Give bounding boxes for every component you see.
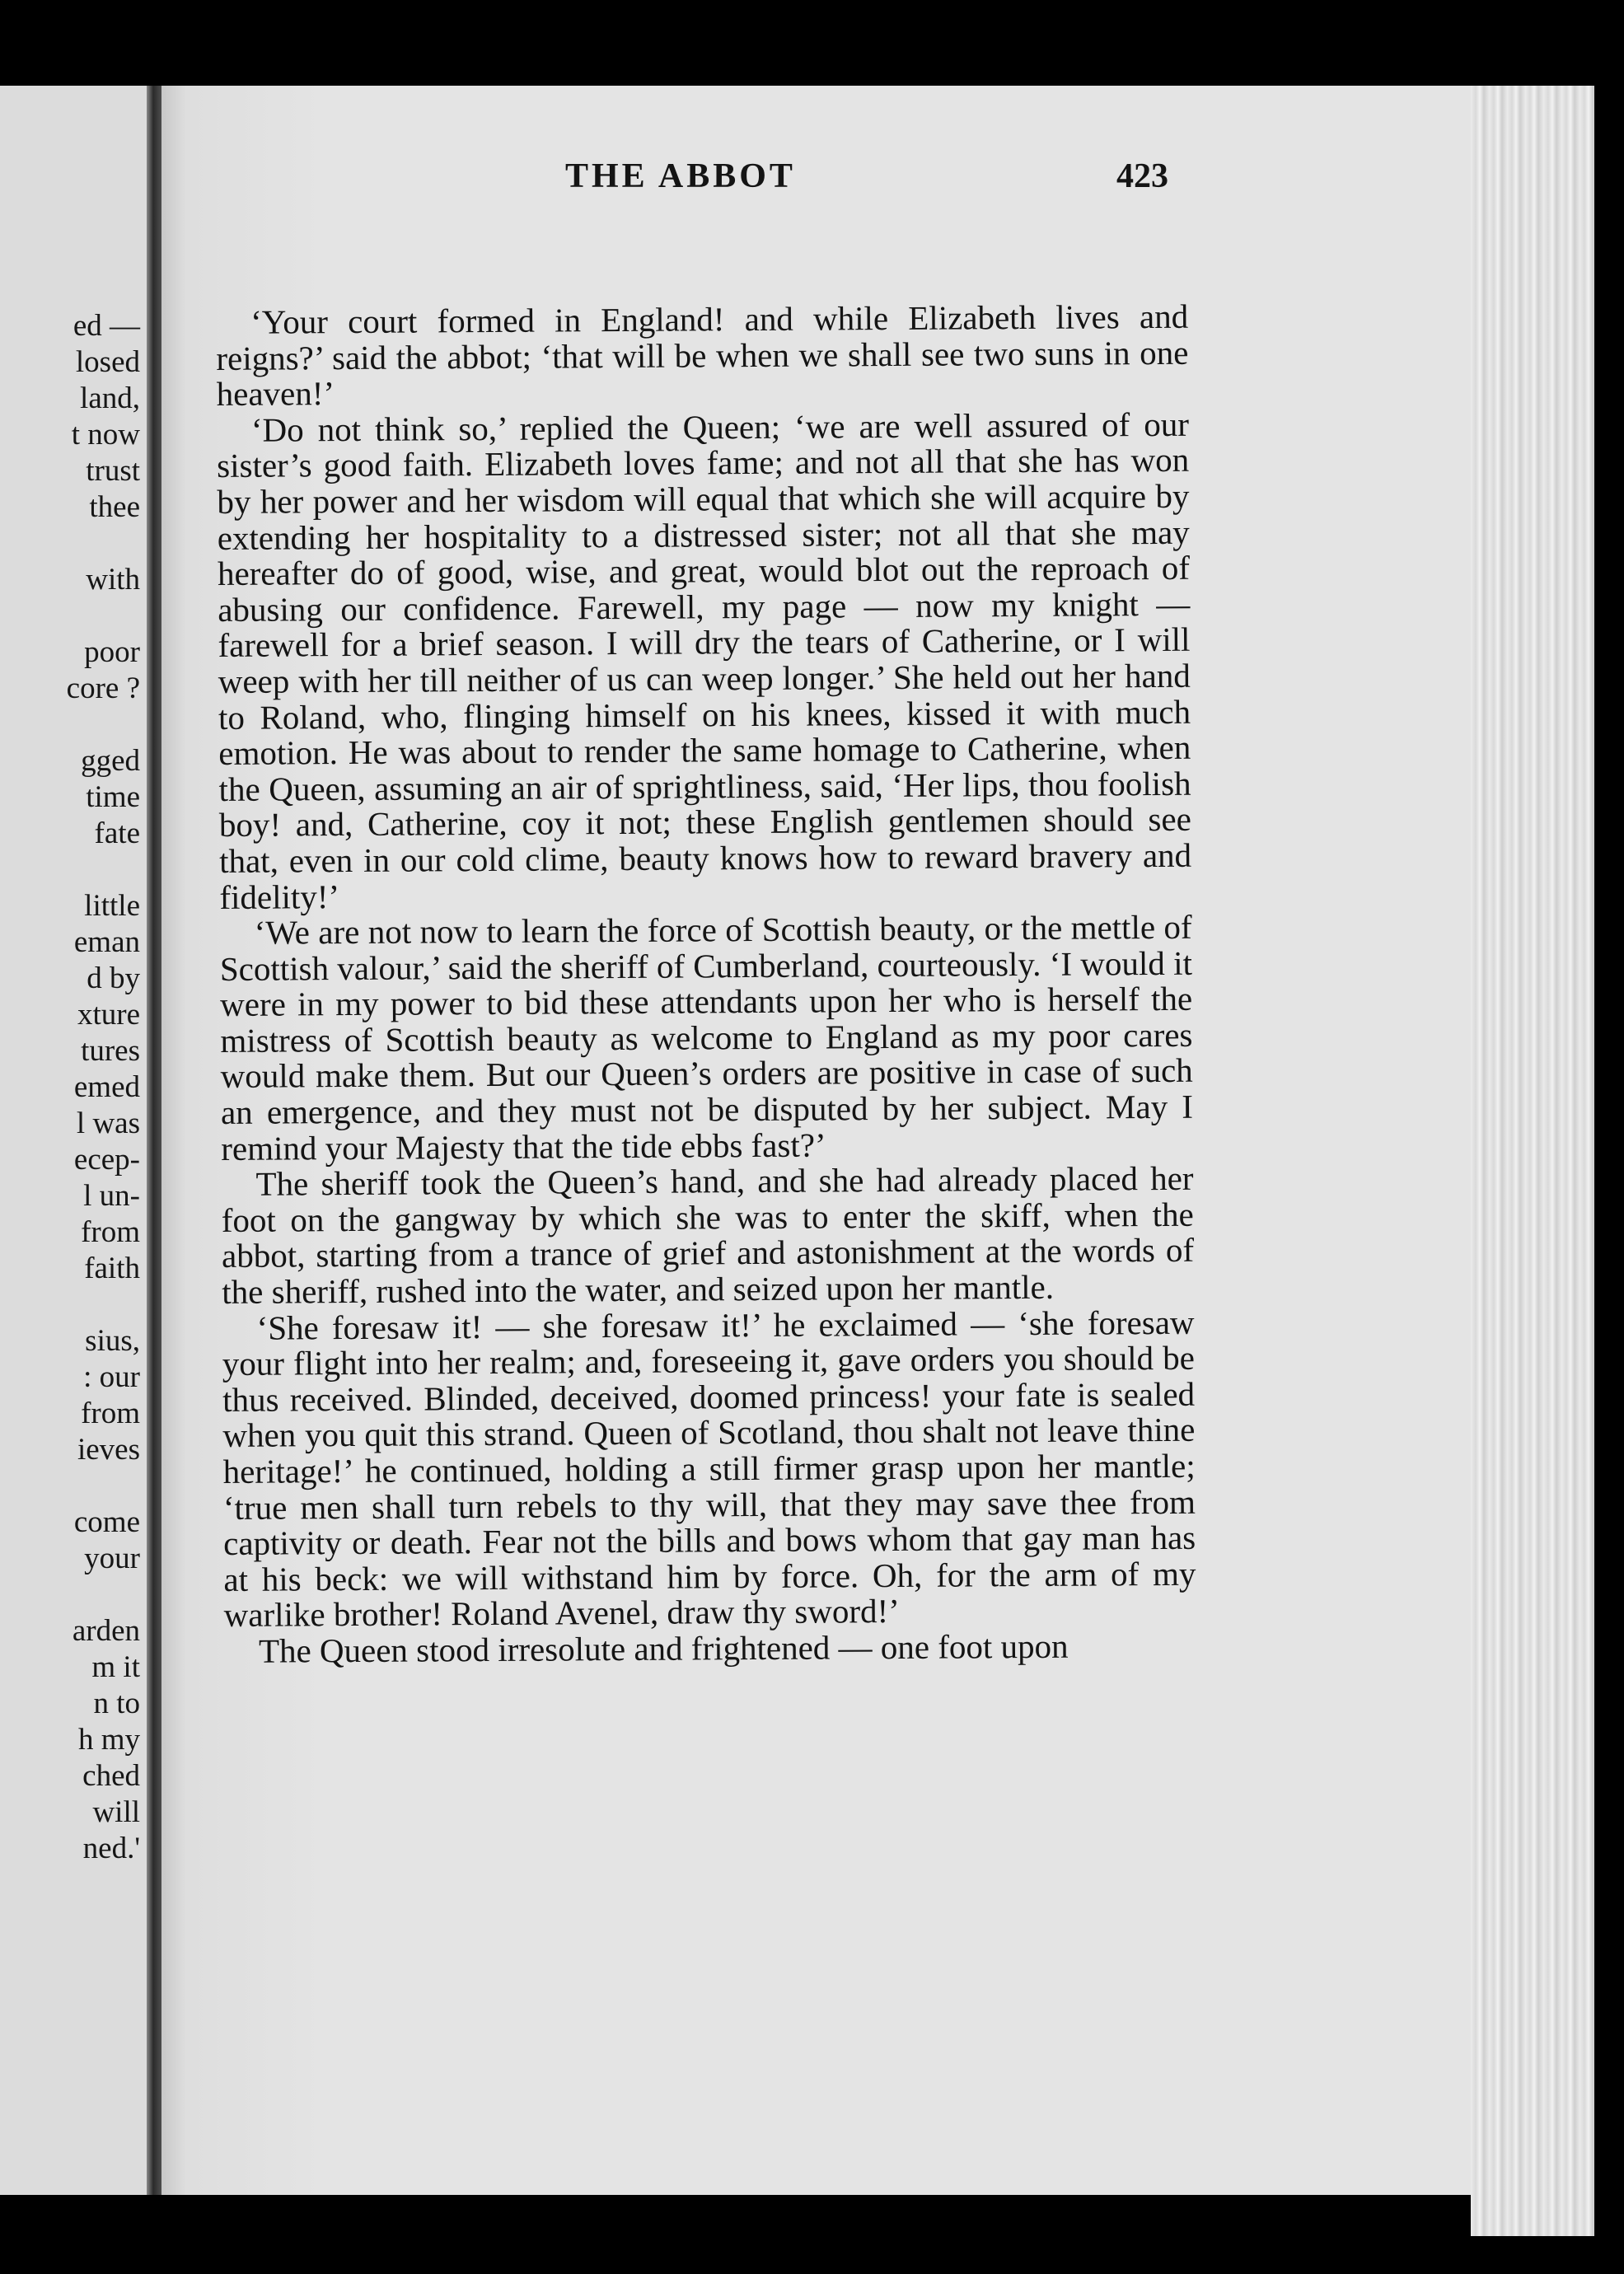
facing-page-line: thee (89, 490, 140, 524)
facing-page-line: arden (72, 1614, 140, 1648)
page-number: 423 (1116, 157, 1168, 195)
facing-page-line: with (86, 563, 140, 597)
paragraph: ‘We are not now to learn the force of Scottish beauty, or the mettle of Scottish valour,’ said the sheriff of Cumberland, courteously. ‘I would it were in my power to bid these attendants upon her who is herself the mistress of Scottish beauty as welcome to England as my poor cares would make them. But our Queen’s orders are positive in case of such an emergence, and they must not be disputed by her subject. May I remind your Majesty that the tide ebbs fast?’ (219, 907, 1194, 1167)
facing-page-line (0, 707, 140, 743)
paragraph: The sheriff took the Queen’s hand, and she had already placed her foot on the gangway by which she was to enter the skiff, when the abbot, starting from a trance of grief and astonishment at the words of the sheriff, rushed into the water, and seized upon her mantle. (221, 1159, 1195, 1312)
facing-page-line: losed (75, 345, 140, 379)
facing-page-line (0, 1287, 140, 1323)
facing-page-line: faith (84, 1252, 140, 1285)
facing-page-line: from (81, 1397, 140, 1430)
facing-page-line: gged (81, 744, 140, 778)
running-title: THE ABBOT (565, 157, 796, 195)
facing-page-line: emed (73, 1070, 140, 1104)
facing-page-text (0, 308, 140, 1867)
paragraph: The Queen stood irresolute and frightened — one foot upon (258, 1626, 1069, 1670)
facing-page-line: time (86, 780, 140, 814)
facing-page-line (0, 526, 140, 562)
facing-page-line: land, (80, 381, 140, 415)
facing-page-line (0, 852, 140, 888)
facing-page-line: trust (86, 454, 140, 488)
facing-page-line: poor (84, 635, 140, 669)
facing-page-line: eman (73, 925, 140, 959)
facing-page-line: d by (87, 962, 140, 995)
facing-page-line: fate (94, 816, 140, 850)
facing-page-line (0, 598, 140, 634)
facing-page-line: m it (91, 1650, 140, 1684)
facing-page-line: l was (76, 1107, 140, 1140)
paragraph: ‘Your court formed in England! and while Elizabeth lives and reigns?’ said the abbot; ‘that will be when we shall see two suns in one heaven!’ (216, 297, 1189, 414)
facing-page-line: : our (83, 1360, 140, 1394)
facing-page-line: ieves (77, 1433, 140, 1467)
facing-page-line: ched (82, 1759, 140, 1793)
book-gutter (147, 86, 163, 2195)
paragraph: ‘Do not think so,’ replied the Queen; ‘we are well assured of our sister’s good faith. Elizabeth loves fame; and not all that she has won by her power and her wisdom will equal that which she will acquire by extending her hospitality to a distressed sister; not all that she may hereafter do of good, wise, and great, would blot out the reproach of abusing our confidence. Farewell, my page — now my knight — farewell for a brief season. I will dry the tears of Catherine, or I will weep with her till neither of us can weep longer.’ She held out her hand to Roland, who, flinging himself on his knees, kissed it with much emotion. He was about to render the same homage to Catherine, when the Queen, assuming an air of sprightliness, said, ‘Her lips, thou foolish boy! and, Catherine, coy it not; these English gentlemen should see that, even in our cold clime, beauty knows how to reward bravery and fidelity!’ (217, 405, 1192, 916)
facing-page-line: will (92, 1795, 140, 1829)
facing-page-line: tures (81, 1034, 140, 1068)
facing-page-line: t now (71, 418, 140, 452)
paragraph: ‘She foresaw it! — she foresaw it!’ he exclaimed — ‘she foresaw your flight into her realm; and, foreseeing it, gave orders you should be thus received. Blinded, deceived, doomed princess! your fate is sealed when you quit this strand. Queen of Scotland, thou shalt not leave thine heritage!’ he continued, holding a still firmer grasp upon her mantle; ‘true men shall turn rebels to thy will, that they may save thee from captivity or death. Fear not the bills and bows whom that gay man has at his beck: we will withstand him by force. Oh, for the arm of my warlike brother! Roland Avenel, draw thy sword!’ (222, 1303, 1196, 1635)
page-edges (1471, 86, 1594, 2236)
facing-page-line: l un- (83, 1179, 140, 1213)
facing-page-line: your (84, 1542, 140, 1575)
facing-page-line (0, 1577, 140, 1613)
running-head (391, 157, 1168, 206)
facing-page-line: core ? (66, 671, 140, 705)
facing-page-line: h my (77, 1723, 140, 1757)
facing-page-line: from (81, 1215, 140, 1249)
facing-page-line: sius, (85, 1324, 140, 1358)
body-text (216, 299, 1196, 1670)
facing-page (0, 86, 147, 2195)
facing-page-line: ned.' (82, 1832, 140, 1865)
facing-page-line: ecep- (73, 1143, 140, 1177)
facing-page-line: xture (77, 998, 140, 1032)
facing-page-line (0, 1468, 140, 1504)
facing-page-line: little (84, 889, 140, 923)
facing-page-line: come (73, 1505, 140, 1539)
facing-page-line: n to (93, 1687, 140, 1720)
facing-page-line: ed — (73, 309, 140, 343)
